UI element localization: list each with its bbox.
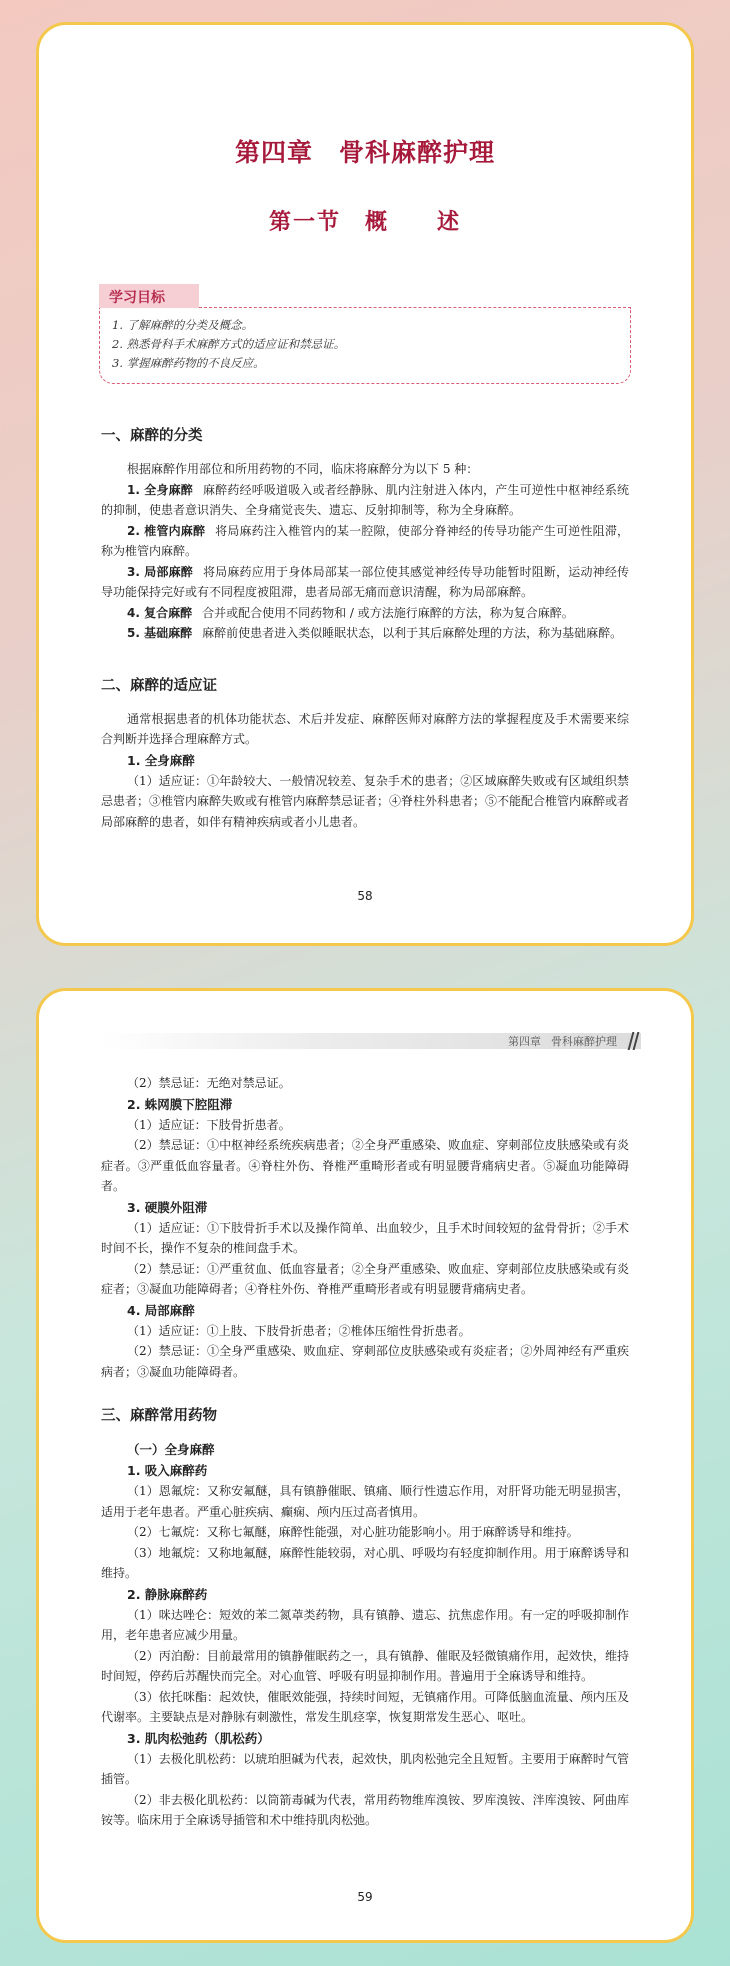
paragraph: （1）适应证：①年龄较大、一般情况较差、复杂手术的患者；②区域麻醉失败或有区域组织禁忌患者；③椎管内麻醉失败或有椎管内麻醉禁忌证者；④脊柱外科患者；⑤不能配合椎管内麻醉或者局部麻醉的患者，如伴有精神疾病或者小儿患者。 (101, 773, 630, 829)
page-number: 58 (357, 889, 373, 903)
subheading: 4. 局部麻醉 (127, 1302, 195, 1318)
paragraph: 1. 全身麻醉 麻醉药经呼吸道吸入或者经静脉、肌内注射进入体内，产生可逆性中枢神经系统的抑制，使患者意识消失、全身痛觉丧失、遗忘、反射抑制等，称为全身麻醉。 (101, 482, 629, 517)
section-heading: 一、麻醉的分类 (101, 428, 203, 444)
objectives-title: 学习目标 (99, 284, 199, 308)
subheading: 1. 吸入麻醉药 (127, 1463, 208, 1478)
term: 1. 全身麻醉 (127, 482, 193, 497)
objective-item: 1. 了解麻醉的分类及概念。 (112, 318, 254, 332)
paragraph: （1）咪达唑仑：短效的苯二氮䓬类药物，具有镇静、遗忘、抗焦虑作用。有一定的呼吸抑制作用，老年患者应减少用量。 (101, 1607, 629, 1642)
paragraph: 3. 局部麻醉 将局麻药应用于身体局部某一部位使其感觉神经传导功能暂时阻断，运动神经传导功能保持完好或有不同程度被阻滞，患者局部无痛而意识清醒，称为局部麻醉。 (101, 564, 629, 599)
paragraph: （2）禁忌证：①严重贫血、低血容量者；②全身严重感染、败血症、穿刺部位皮肤感染或有炎症者；③凝血功能障碍者；④脊柱外伤、脊椎严重畸形者或有明显腰背痛病史者。 (101, 1261, 629, 1296)
paragraph: （3）地氟烷：又称地氟醚，麻醉性能较弱，对心肌、呼吸均有轻度抑制作用。用于麻醉诱导和维持。 (101, 1545, 629, 1580)
paragraph: （1）恩氟烷：又称安氟醚，具有镇静催眠、镇痛、顺行性遗忘作用，对肝肾功能无明显损害，适用于老年患者。严重心脏疾病、癫痫、颅内压过高者慎用。 (101, 1484, 629, 1519)
paragraph: 5. 基础麻醉 麻醉前使患者进入类似睡眠状态，以利于其后麻醉处理的方法，称为基础麻醉。 (127, 626, 623, 640)
term: 5. 基础麻醉 (127, 626, 193, 640)
paragraph: 根据麻醉作用部位和所用药物的不同，临床将麻醉分为以下 5 种： (127, 462, 479, 476)
paragraph: （1）适应证：下肢骨折患者。 (127, 1117, 291, 1132)
chapter-title: 第四章 骨科麻醉护理 (234, 138, 495, 167)
subheading: 2. 静脉麻醉药 (127, 1586, 208, 1602)
running-head-chapter: 第四章 (508, 1035, 541, 1048)
double-bar-icon (627, 1032, 641, 1050)
objective-item: 2. 熟悉骨科手术麻醉方式的适应证和禁忌证。 (112, 337, 346, 351)
objective-item: 3. 掌握麻醉药物的不良反应。 (112, 356, 265, 370)
paragraph: 4. 复合麻醉 合并或配合使用不同药物和 / 或方法施行麻醉的方法，称为复合麻醉。 (127, 605, 574, 620)
paragraph: 通常根据患者的机体功能状态、术后并发症、麻醉医师对麻醉方法的掌握程度及手术需要来综合判断并选择合理麻醉方式。 (101, 711, 629, 746)
page-58 (36, 22, 694, 946)
paragraph: （2）七氟烷：又称七氟醚，麻醉性能强，对心脏功能影响小。用于麻醉诱导和维持。 (127, 1525, 579, 1539)
paragraph: （1）适应证：①下肢骨折手术以及操作简单、出血较少，且手术时间较短的盆骨骨折；②手术时间不长，操作不复杂的椎间盘手术。 (101, 1220, 629, 1255)
paragraph: （1）适应证：①上肢、下肢骨折患者；②椎体压缩性骨折患者。 (127, 1323, 471, 1338)
section-heading: 二、麻醉的适应证 (101, 677, 217, 694)
term: 2. 椎管内麻醉 (127, 523, 206, 538)
section-title: 第一节 概 述 (268, 209, 461, 235)
paragraph: （2）禁忌证：①中枢神经系统疾病患者；②全身严重感染、败血症、穿刺部位皮肤感染或有炎症者。③严重低血容量者。④脊柱外伤、脊椎严重畸形者或有明显腰背痛病史者。⑤凝血功能障碍者。 (101, 1138, 629, 1193)
learning-objectives-box (99, 284, 631, 384)
page-59-content (39, 991, 691, 1831)
paragraph: （2）丙泊酚：目前最常用的镇静催眠药之一，具有镇静、催眠及轻微镇痛作用，起效快，维持时间短，停药后苏醒快而完全。对心血管、呼吸有明显抑制作用。普遍用于全麻诱导和维持。 (101, 1648, 629, 1683)
subheading: 3. 肌肉松弛药（肌松药） (127, 1730, 270, 1746)
subheading: 2. 蛛网膜下腔阻滞 (127, 1096, 233, 1112)
paragraph: （2）禁忌证：无绝对禁忌证。 (127, 1076, 291, 1090)
running-head (101, 1033, 641, 1049)
section-heading: 三、麻醉常用药物 (101, 1408, 217, 1424)
running-head-title: 骨科麻醉护理 (551, 1035, 617, 1048)
page-58-content (39, 424, 691, 832)
page-number: 59 (357, 1890, 373, 1904)
subheading: 1. 全身麻醉 (127, 752, 195, 768)
paragraph: 2. 椎管内麻醉 将局麻药注入椎管内的某一腔隙，使部分脊神经的传导功能产生可逆性阻滞，称为椎管内麻醉。 (101, 523, 629, 558)
page-59 (36, 988, 694, 1943)
subheading: （一）全身麻醉 (127, 1442, 215, 1457)
paragraph: （3）依托咪酯：起效快，催眠效能强，持续时间短，无镇痛作用。可降低脑血流量、颅内压及代谢率。主要缺点是对静脉有刺激性，常发生肌痉挛，恢复期常发生恶心、呕吐。 (101, 1689, 629, 1724)
term: 4. 复合麻醉 (127, 605, 193, 620)
paragraph: （2）非去极化肌松药：以筒箭毒碱为代表，常用药物维库溴铵、罗库溴铵、泮库溴铵、阿曲库铵等。临床用于全麻诱导插管和术中维持肌肉松弛。 (101, 1792, 629, 1827)
subheading: 3. 硬膜外阻滞 (127, 1199, 208, 1215)
objectives-divider (199, 284, 631, 308)
paragraph: （1）去极化肌松药：以琥珀胆碱为代表，起效快，肌肉松弛完全且短暂。主要用于麻醉时气管插管。 (101, 1751, 629, 1786)
term: 3. 局部麻醉 (127, 564, 193, 579)
paragraph: （2）禁忌证：①全身严重感染、败血症、穿刺部位皮肤感染或有炎症者；②外周神经有严重疾病者；③凝血功能障碍者。 (101, 1344, 629, 1379)
